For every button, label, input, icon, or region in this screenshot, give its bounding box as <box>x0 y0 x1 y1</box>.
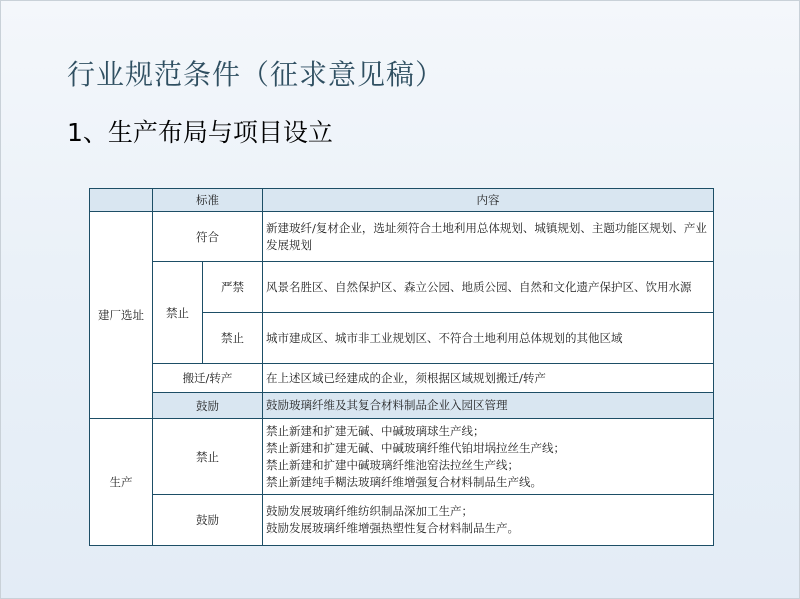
content-conform: 新建玻纤/复材企业，选址须符合土地利用总体规划、城镇规划、主题功能区规划、产业发展规划 <box>263 212 714 262</box>
content-relocate: 在上述区域已经建成的企业，须根据区域规划搬迁/转产 <box>263 364 714 393</box>
table-header-row <box>90 189 714 212</box>
label-relocate: 搬迁/转产 <box>153 364 263 393</box>
content-encourage-site: 鼓励玻璃纤维及其复合材料制品企业入园区管理 <box>263 393 714 419</box>
list-item: 禁止新建和扩建中碱玻璃纤维池窑法拉丝生产线； <box>266 457 519 472</box>
slide-title: 行业规范条件（征求意见稿） <box>67 58 445 91</box>
label-conform: 符合 <box>153 212 263 262</box>
slide-subtitle: 1、生产布局与项目设立 <box>67 118 333 147</box>
header-standard: 标准 <box>153 189 263 212</box>
list-item: 禁止新建和扩建无碱、中碱玻璃纤维代铂坩埚拉丝生产线； <box>266 440 565 455</box>
header-content: 内容 <box>263 189 714 212</box>
label-prod-prohibit: 禁止 <box>153 419 263 495</box>
table-row <box>90 495 714 546</box>
header-blank <box>90 189 153 212</box>
label-prohibit: 禁止 <box>203 313 263 364</box>
table-row <box>90 364 714 393</box>
group-production: 生产 <box>90 419 153 546</box>
group-site-selection: 建厂选址 <box>90 212 153 419</box>
table-row <box>90 419 714 495</box>
table-row <box>90 212 714 262</box>
label-prohibit-group: 禁止 <box>153 262 203 364</box>
list-item: 禁止新建和扩建无碱、中碱玻璃球生产线； <box>266 423 485 438</box>
label-prod-encourage: 鼓励 <box>153 495 263 546</box>
list-item: 禁止新建纯手糊法玻璃纤维增强复合材料制品生产线。 <box>266 474 542 489</box>
content-prod-prohibit <box>263 419 714 495</box>
content-prod-encourage <box>263 495 714 546</box>
label-strict-prohibit: 严禁 <box>203 262 263 313</box>
spec-table <box>89 188 714 546</box>
table-row <box>90 393 714 419</box>
content-strict-prohibit: 风景名胜区、自然保护区、森立公园、地质公园、自然和文化遗产保护区、饮用水源 <box>263 262 714 313</box>
list-item: 鼓励发展玻璃纤维纺织制品深加工生产； <box>266 504 473 518</box>
content-prohibit: 城市建成区、城市非工业规划区、不符合土地利用总体规划的其他区域 <box>263 313 714 364</box>
table-row <box>90 262 714 313</box>
label-encourage-site: 鼓励 <box>153 393 263 419</box>
list-item: 鼓励发展玻璃纤维增强热塑性复合材料制品生产。 <box>266 521 519 535</box>
